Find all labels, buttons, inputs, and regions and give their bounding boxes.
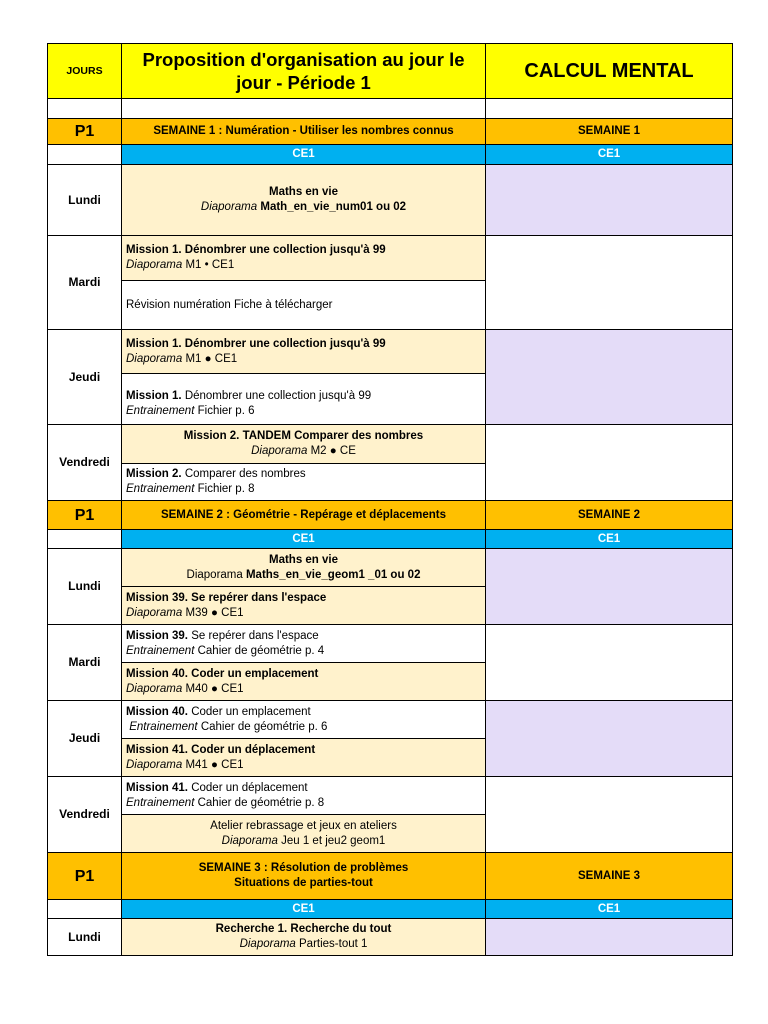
activity-cell: Mission 39. Se repérer dans l'espace Diaporama M39 ● CE1 bbox=[121, 586, 486, 625]
week1-mental: SEMAINE 1 bbox=[485, 118, 733, 145]
activity-cell: Mission 39. Se repérer dans l'espace Entrainement Cahier de géométrie p. 4 bbox=[121, 624, 486, 663]
level-blank-cell bbox=[47, 529, 122, 549]
activity-cell: Atelier rebrassage et jeux en ateliers Diaporama Jeu 1 et jeu2 geom1 bbox=[121, 814, 486, 853]
week3-mental: SEMAINE 3 bbox=[485, 852, 733, 900]
day-jeudi: Jeudi bbox=[47, 700, 122, 777]
day-vendredi: Vendredi bbox=[47, 776, 122, 853]
calcul-mental-header: CALCUL MENTAL bbox=[485, 43, 733, 99]
activity-cell: Mission 1. Dénombrer une collection jusqu'à 99 Diaporama M1 ● CE1 bbox=[121, 329, 486, 374]
spacer-cell bbox=[121, 98, 486, 119]
day-lundi: Lundi bbox=[47, 548, 122, 625]
activity-cell: Maths en vie Diaporama Math_en_vie_num01 ou 02 bbox=[121, 164, 486, 236]
mental-cell bbox=[485, 918, 733, 956]
week1-title: SEMAINE 1 : Numération - Utiliser les nombres connus bbox=[121, 118, 486, 145]
level-blank-cell bbox=[47, 144, 122, 165]
mental-cell bbox=[485, 164, 733, 236]
activity-cell: Mission 2. Comparer des nombres Entrainement Fichier p. 8 bbox=[121, 463, 486, 501]
activity-cell: Recherche 1. Recherche du tout Diaporama Parties-tout 1 bbox=[121, 918, 486, 956]
spacer-cell bbox=[47, 98, 122, 119]
activity-cell: Mission 41. Coder un déplacement Entrainement Cahier de géométrie p. 8 bbox=[121, 776, 486, 815]
spacer-cell bbox=[485, 98, 733, 119]
level-label: CE1 bbox=[121, 529, 486, 549]
day-mardi: Mardi bbox=[47, 235, 122, 330]
page-title: Proposition d'organisation au jour le jour - Période 1 bbox=[121, 43, 486, 99]
level-label: CE1 bbox=[485, 529, 733, 549]
week2-mental: SEMAINE 2 bbox=[485, 500, 733, 530]
period-label: P1 bbox=[47, 118, 122, 145]
week2-title: SEMAINE 2 : Géométrie - Repérage et déplacements bbox=[121, 500, 486, 530]
day-mardi: Mardi bbox=[47, 624, 122, 701]
activity-cell: Mission 1. Dénombrer une collection jusqu'à 99 Diaporama M1 • CE1 bbox=[121, 235, 486, 281]
activity-cell: Maths en vie Diaporama Maths_en_vie_geom1 _01 ou 02 bbox=[121, 548, 486, 587]
jours-header: JOURS bbox=[47, 43, 122, 99]
mental-cell bbox=[485, 776, 733, 853]
level-label: CE1 bbox=[485, 144, 733, 165]
day-lundi: Lundi bbox=[47, 918, 122, 956]
period-label: P1 bbox=[47, 500, 122, 530]
mental-cell bbox=[485, 548, 733, 625]
activity-cell: Révision numération Fiche à télécharger bbox=[121, 280, 486, 330]
day-lundi: Lundi bbox=[47, 164, 122, 236]
activity-cell: Mission 2. TANDEM Comparer des nombres Diaporama M2 ● CE bbox=[121, 424, 486, 464]
level-label: CE1 bbox=[485, 899, 733, 919]
level-label: CE1 bbox=[121, 899, 486, 919]
period-label: P1 bbox=[47, 852, 122, 900]
mental-cell bbox=[485, 700, 733, 777]
mental-cell bbox=[485, 235, 733, 330]
activity-cell: Mission 40. Coder un emplacement Diaporama M40 ● CE1 bbox=[121, 662, 486, 701]
day-vendredi: Vendredi bbox=[47, 424, 122, 501]
mental-cell bbox=[485, 424, 733, 501]
mental-cell bbox=[485, 624, 733, 701]
week3-title: SEMAINE 3 : Résolution de problèmes Situations de parties-tout bbox=[121, 852, 486, 900]
activity-cell: Mission 1. Dénombrer une collection jusqu'à 99 Entrainement Fichier p. 6 bbox=[121, 373, 486, 425]
activity-cell: Mission 41. Coder un déplacement Diaporama M41 ● CE1 bbox=[121, 738, 486, 777]
day-jeudi: Jeudi bbox=[47, 329, 122, 425]
activity-cell: Mission 40. Coder un emplacement Entrainement Cahier de géométrie p. 6 bbox=[121, 700, 486, 739]
level-label: CE1 bbox=[121, 144, 486, 165]
level-blank-cell bbox=[47, 899, 122, 919]
mental-cell bbox=[485, 329, 733, 425]
